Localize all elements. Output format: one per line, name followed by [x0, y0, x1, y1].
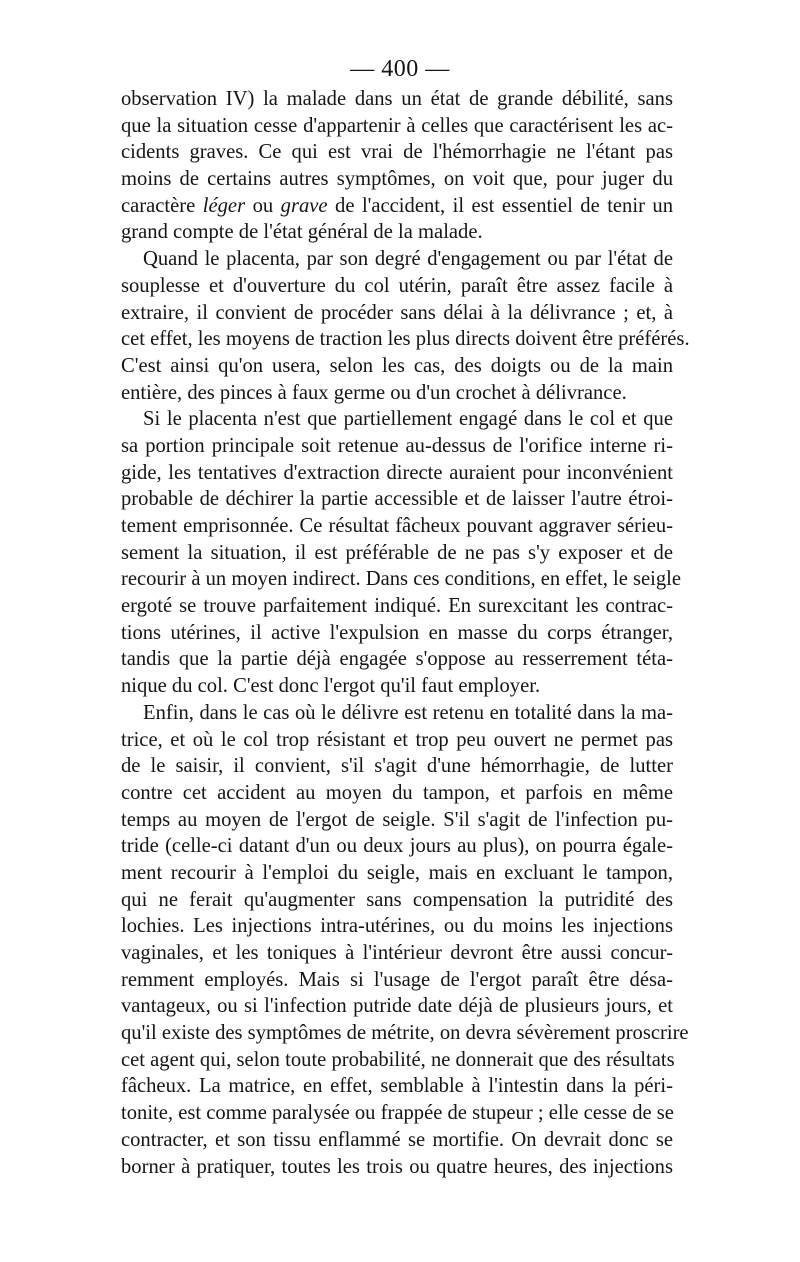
text-line: souplesse et d'ouverture du col utérin, paraît être assez facile à — [121, 274, 673, 297]
body-text — [121, 86, 690, 1180]
paragraph-end-line: entière, des pinces à faux germe ou d'un crochet à délivrance. — [121, 381, 627, 404]
italic-word: grave — [280, 194, 328, 217]
text-run: de l'accident, il est essentiel de tenir un — [327, 194, 673, 217]
text-line: que la situation cesse d'appartenir à celles que caractérisent les ac- — [121, 114, 673, 137]
text-line: tonite, est comme paralysée ou frappée de stupeur ; elle cesse de se — [121, 1102, 674, 1125]
text-line: de le saisir, il convient, s'il s'agit d'une hémorrhagie, de lutter — [121, 755, 673, 778]
text-run: caractère — [121, 194, 203, 217]
text-line: sa portion principale soit retenue au-dessus de l'orifice interne ri- — [121, 434, 673, 457]
text-line: extraire, il convient de procéder sans délai à la délivrance ; et, à — [121, 301, 673, 324]
text-line: recourir à un moyen indirect. Dans ces conditions, en effet, le seigle — [121, 568, 682, 591]
italic-word: léger — [202, 194, 246, 217]
text-line: contracter, et son tissu enflammé se mortifie. On devrait donc se — [121, 1128, 673, 1151]
text-line: temps au moyen de l'ergot de seigle. S'il s'agit de l'infection pu- — [121, 808, 673, 831]
paragraph-start-line: Enfin, dans le cas où le délivre est retenu en totalité dans la ma- — [143, 701, 673, 724]
paragraph-start-line: Si le placenta n'est que partiellement engagé dans le col et que — [143, 408, 673, 431]
text-line: remment employés. Mais si l'usage de l'ergot paraît être désa- — [121, 968, 673, 991]
text-line: fâcheux. La matrice, en effet, semblable à l'intestin dans la péri- — [121, 1075, 673, 1098]
page-number: — 400 — — [350, 56, 450, 82]
paragraph-end-line: grand compte de l'état général de la malade. — [121, 221, 483, 244]
text-line: qu'il existe des symptômes de métrite, on devra sévèrement proscrire — [121, 1022, 689, 1045]
text-line: vantageux, ou si l'infection putride date déjà de plusieurs jours, et — [121, 995, 673, 1018]
text-line: contre cet accident au moyen du tampon, et parfois en même — [121, 781, 673, 804]
text-line: C'est ainsi qu'on usera, selon les cas, des doigts ou de la main — [121, 354, 673, 377]
text-line: vaginales, et les toniques à l'intérieur devront être aussi concur- — [121, 942, 673, 964]
text-line: cet agent qui, selon toute probabilité, ne donnerait que des résultats — [121, 1048, 675, 1071]
text-line: lochies. Les injections intra-utérines, ou du moins les injections — [121, 915, 673, 938]
text-line: tions utérines, il active l'expulsion en masse du corps étranger, — [121, 621, 673, 644]
text-line: moins de certains autres symptômes, on voit que, pour juger du — [121, 168, 673, 191]
text-line: observation IV) la malade dans un état de grande débilité, sans — [121, 88, 673, 110]
text-line: cidents graves. Ce qui est vrai de l'hémorrhagie ne l'étant pas — [121, 141, 673, 164]
text-line: qui ne ferait qu'augmenter sans compensation la putridité des — [121, 888, 673, 911]
paragraph-end-line: nique du col. C'est donc l'ergot qu'il faut employer. — [121, 675, 541, 698]
text-line: ergoté se trouve parfaitement indiqué. En surexcitant les contrac- — [121, 595, 673, 618]
text-line: cet effet, les moyens de traction les plus directs doivent être préférés. — [121, 328, 690, 351]
text-line: tandis que la partie déjà engagée s'oppose au resserrement téta- — [121, 648, 673, 671]
text-line: tride (celle-ci datant d'un ou deux jours au plus), on pourra égale- — [121, 835, 673, 858]
text-line: borner à pratiquer, toutes les trois ou quatre heures, des injections — [121, 1155, 673, 1178]
text-line: gide, les tentatives d'extraction directe auraient pour inconvénient — [121, 461, 673, 484]
text-line: tement emprisonnée. Ce résultat fâcheux pouvant aggraver sérieu- — [121, 515, 673, 537]
paragraph-start-line: Quand le placenta, par son degré d'engagement ou par l'état de — [143, 248, 673, 271]
text-line-with-italics — [121, 193, 673, 220]
text-run: ou — [245, 194, 281, 217]
text-line: trice, et où le col trop résistant et trop peu ouvert ne permet pas — [121, 728, 673, 751]
text-line: probable de déchirer la partie accessible et de laisser l'autre étroi- — [121, 488, 673, 511]
text-line: ment recourir à l'emploi du seigle, mais en excluant le tampon, — [121, 861, 673, 884]
text-line: sement la situation, il est préférable de ne pas s'y exposer et de — [121, 541, 673, 564]
